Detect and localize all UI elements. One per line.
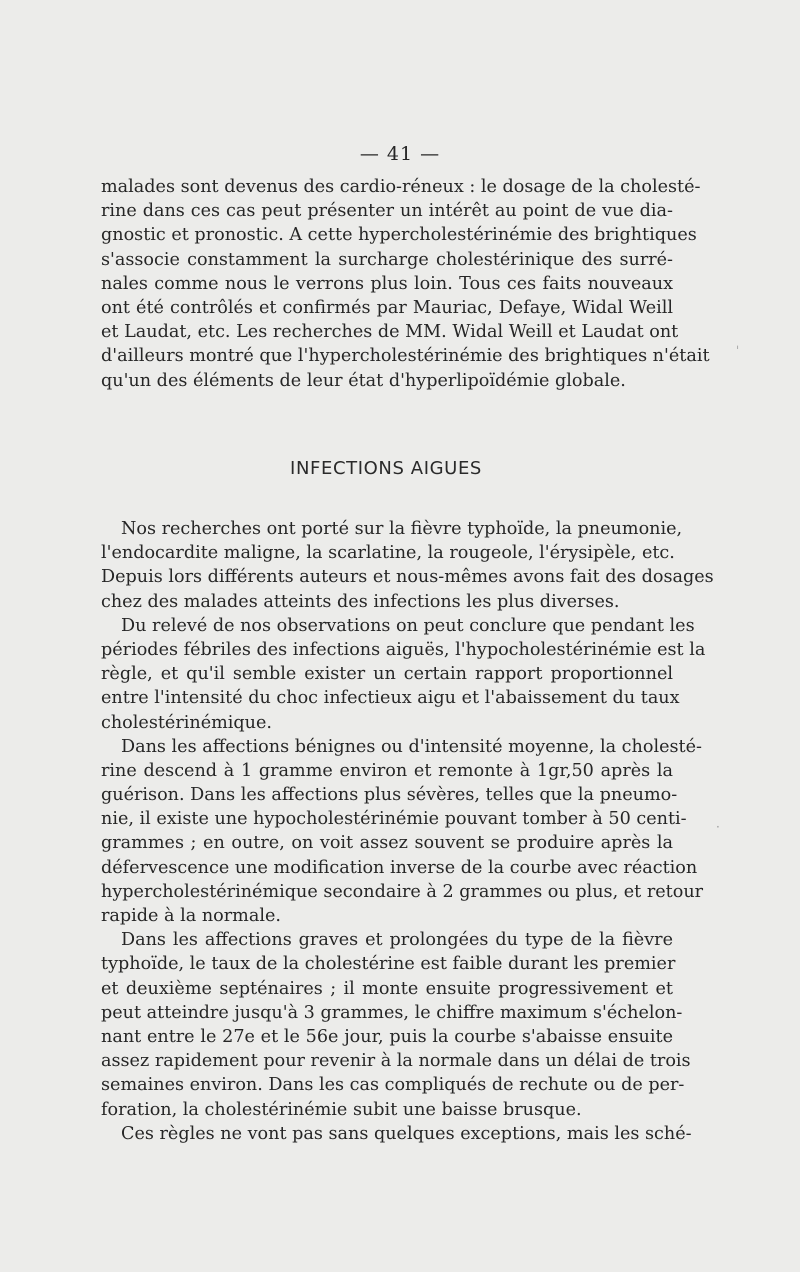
text-line: périodes fébriles des infections aiguës, l'hypocholestérinémie est la: [101, 639, 706, 660]
text-line: Depuis lors différents auteurs et nous-mêmes avons fait des dosages: [101, 567, 714, 588]
text-line: foration, la cholestérinémie subit une baisse brusque.: [101, 1099, 582, 1120]
text-line: assez rapidement pour revenir à la normale dans un délai de trois: [101, 1051, 691, 1072]
text-line: semaines environ. Dans les cas compliqués de rechute ou de per-: [101, 1075, 685, 1096]
body-paragraphs: [101, 517, 714, 1146]
text-line: hypercholestérinémique secondaire à 2 grammes ou plus, et retour: [101, 881, 704, 902]
text-line: d'ailleurs montré que l'hypercholestérinémie des brightiques n'était: [101, 346, 710, 367]
text-line: règle, et qu'il semble exister un certain rapport proportionnel: [101, 664, 673, 685]
text-line: Ces règles ne vont pas sans quelques exceptions, mais les sché-: [121, 1123, 692, 1144]
text-line: entre l'intensité du choc infectieux aigu et l'abaissement du taux: [101, 688, 680, 709]
text-line: Dans les affections graves et prolongées du type de la fièvre: [121, 930, 673, 951]
text-line: nant entre le 27e et le 56e jour, puis la courbe s'abaisse ensuite: [101, 1026, 673, 1047]
text-line: nie, il existe une hypocholestérinémie pouvant tomber à 50 centi-: [101, 809, 687, 830]
text-line: ont été contrôlés et confirmés par Mauriac, Defaye, Widal Weill: [101, 297, 673, 318]
text-line: grammes ; en outre, on voit assez souvent se produire après la: [101, 833, 673, 854]
text-line: Du relevé de nos observations on peut conclure que pendant les: [121, 615, 695, 636]
page-number: — 41 —: [359, 143, 441, 165]
text-line: rine descend à 1 gramme environ et remonte à 1gr,50 après la: [101, 760, 673, 781]
text-line: Dans les affections bénignes ou d'intensité moyenne, la cholesté-: [121, 736, 702, 757]
text-line: nales comme nous le verrons plus loin. Tous ces faits nouveaux: [101, 273, 673, 294]
text-line: chez des malades atteints des infections les plus diverses.: [101, 591, 620, 612]
section-heading: INFECTIONS AIGUES: [290, 458, 482, 479]
intro-paragraph: [101, 175, 710, 393]
text-line: guérison. Dans les affections plus sévères, telles que la pneumo-: [101, 785, 678, 806]
text-line: malades sont devenus des cardio-réneux : le dosage de la cholesté-: [101, 177, 701, 197]
text-line: rapide à la normale.: [101, 906, 281, 926]
text-line: défervescence une modification inverse de la courbe avec réaction: [101, 857, 698, 878]
text-line: l'endocardite maligne, la scarlatine, la rougeole, l'érysipèle, etc.: [101, 543, 675, 564]
text-line: gnostic et pronostic. A cette hypercholestérinémie des brightiques: [101, 225, 697, 246]
text-line: rine dans ces cas peut présenter un intérêt au point de vue dia-: [101, 201, 673, 222]
text-line: s'associe constamment la surcharge cholestérinique des surré-: [101, 249, 673, 270]
text-line: typhoïde, le taux de la cholestérine est faible durant les premier: [101, 954, 676, 975]
text-line: et deuxième septénaires ; il monte ensuite progressivement et: [101, 978, 673, 999]
margin-speck: ·: [716, 820, 720, 834]
text-line: peut atteindre jusqu'à 3 grammes, le chiffre maximum s'échelon-: [101, 1002, 683, 1023]
text-line: cholestérinémique.: [101, 712, 273, 733]
text-line: qu'un des éléments de leur état d'hyperlipoïdémie globale.: [101, 370, 626, 391]
margin-speck: ˈ: [736, 344, 740, 358]
text-line: et Laudat, etc. Les recherches de MM. Widal Weill et Laudat ont: [101, 322, 679, 343]
text-line: Nos recherches ont porté sur la fièvre typhoïde, la pneumonie,: [121, 519, 683, 539]
